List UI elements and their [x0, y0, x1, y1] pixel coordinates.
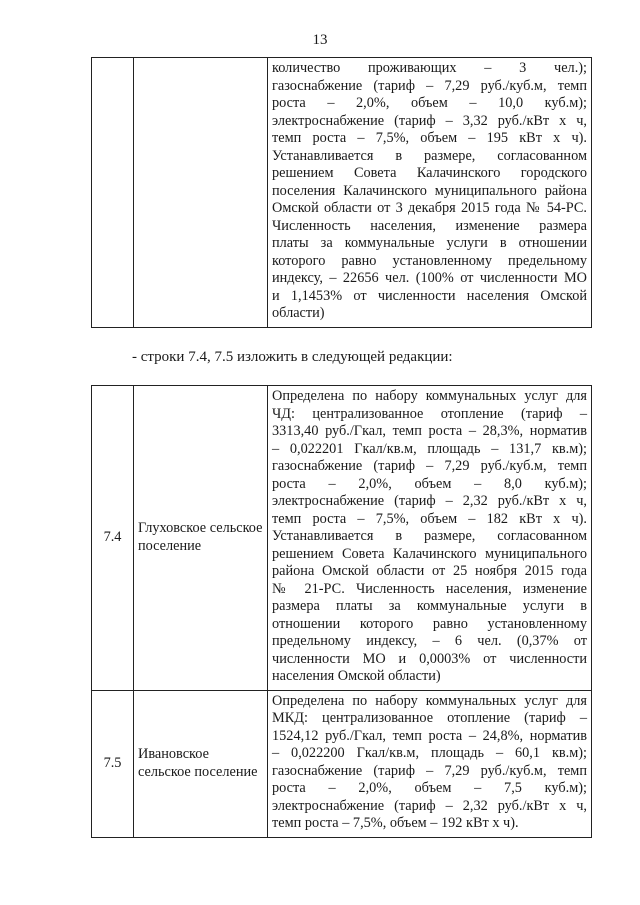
text-line: темп роста – 7,5%, объем – 182 кВт х ч).	[272, 510, 587, 527]
text-line: количество проживающих – 3 чел.);	[272, 60, 587, 76]
row-description-cell	[268, 386, 592, 691]
table-row	[92, 386, 592, 691]
text-line: № 21-РС. Численность населения, изменение	[272, 580, 587, 597]
text-line: предельному индексу, – 6 чел. (0,37% от	[272, 633, 587, 649]
continuation-table	[91, 57, 592, 328]
text-line: Численность населения, изменение размера	[272, 217, 587, 234]
text-line: роста – 2,0%, объем – 7,5 куб.м);	[272, 780, 587, 796]
text-line: индексу, – 22656 чел. (100% от численности МО	[272, 270, 587, 286]
text-line: и 1,1453% от численности населения Омской	[272, 287, 587, 304]
row-number-cell: 7.5	[92, 690, 134, 837]
text-line: Определена по набору коммунальных услуг для	[272, 692, 587, 709]
text-line: 1524,12 руб./Гкал, темп роста – 24,8%, норматив	[272, 727, 587, 744]
text-line: области)	[272, 305, 325, 321]
text-line: Устанавливается в размере, согласованном	[272, 528, 587, 544]
text-line: газоснабжение (тариф – 7,29 руб./куб.м, темп	[272, 77, 587, 94]
text-line: газоснабжение (тариф – 7,29 руб./куб.м, темп	[272, 458, 587, 474]
text-line: решением Совета Калачинского муниципального	[272, 545, 587, 562]
row-name-cell: Глуховское сельское поселение	[134, 386, 268, 691]
text-line: ЧД: централизованное отопление (тариф –	[272, 405, 587, 422]
text-line: района Омской области от 25 ноября 2015 года	[272, 563, 587, 579]
text-line: отношении которого равно установленному	[272, 615, 587, 632]
text-line: – 0,022201 Гкал/кв.м, площадь – 131,7 кв.м);	[272, 440, 587, 457]
row-name-cell	[134, 58, 268, 328]
text-line: численности МО и 0,0003% от численности	[272, 650, 587, 667]
amended-rows-table	[91, 385, 592, 838]
row-number-cell: 7.4	[92, 386, 134, 691]
text-line: электроснабжение (тариф – 3,32 руб./кВт х ч,	[272, 112, 587, 129]
text-line: роста – 2,0%, объем – 8,0 куб.м);	[272, 475, 587, 492]
text-line: 3313,40 руб./Гкал, темп роста – 28,3%, норматив	[272, 423, 587, 439]
text-line: которого равно установленному предельному	[272, 252, 587, 269]
text-line: Омской области от 3 декабря 2015 года № 54-РС.	[272, 200, 587, 216]
table-row	[92, 690, 592, 837]
row-description-cell	[268, 58, 592, 328]
description-text	[272, 388, 587, 686]
table-row	[92, 58, 592, 328]
text-line: газоснабжение (тариф – 7,29 руб./куб.м, темп	[272, 762, 587, 779]
text-line: поселения Калачинского муниципального района	[272, 182, 587, 199]
text-line: – 0,022200 Гкал/кв.м, площадь – 60,1 кв.м);	[272, 745, 587, 761]
text-line: населения Омской области)	[272, 668, 441, 684]
row-number-cell	[92, 58, 134, 328]
text-line: электроснабжение (тариф – 2,32 руб./кВт х ч,	[272, 493, 587, 509]
text-line: темп роста – 7,5%, объем – 192 кВт х ч).	[272, 815, 519, 831]
text-line: платы за коммунальные услуги в отношении	[272, 235, 587, 251]
intro-paragraph: - строки 7.4, 7.5 изложить в следующей редакции:	[132, 349, 453, 365]
row-name-cell: Ивановское сельское поселение	[134, 690, 268, 837]
text-line: Устанавливается в размере, согласованном	[272, 147, 587, 164]
text-line: электроснабжение (тариф – 2,32 руб./кВт х ч,	[272, 797, 587, 814]
description-text	[272, 693, 587, 833]
text-line: Определена по набору коммунальных услуг для	[272, 388, 587, 404]
text-line: роста – 2,0%, объем – 10,0 куб.м);	[272, 95, 587, 111]
text-line: размера платы за коммунальные услуги в	[272, 598, 587, 614]
text-line: МКД: централизованное отопление (тариф –	[272, 710, 587, 726]
text-line: решением Совета Калачинского городского	[272, 165, 587, 181]
page-number: 13	[312, 32, 328, 48]
text-line: темп роста – 7,5%, объем – 195 кВт х ч).	[272, 130, 587, 146]
description-text	[272, 60, 587, 323]
row-description-cell	[268, 690, 592, 837]
